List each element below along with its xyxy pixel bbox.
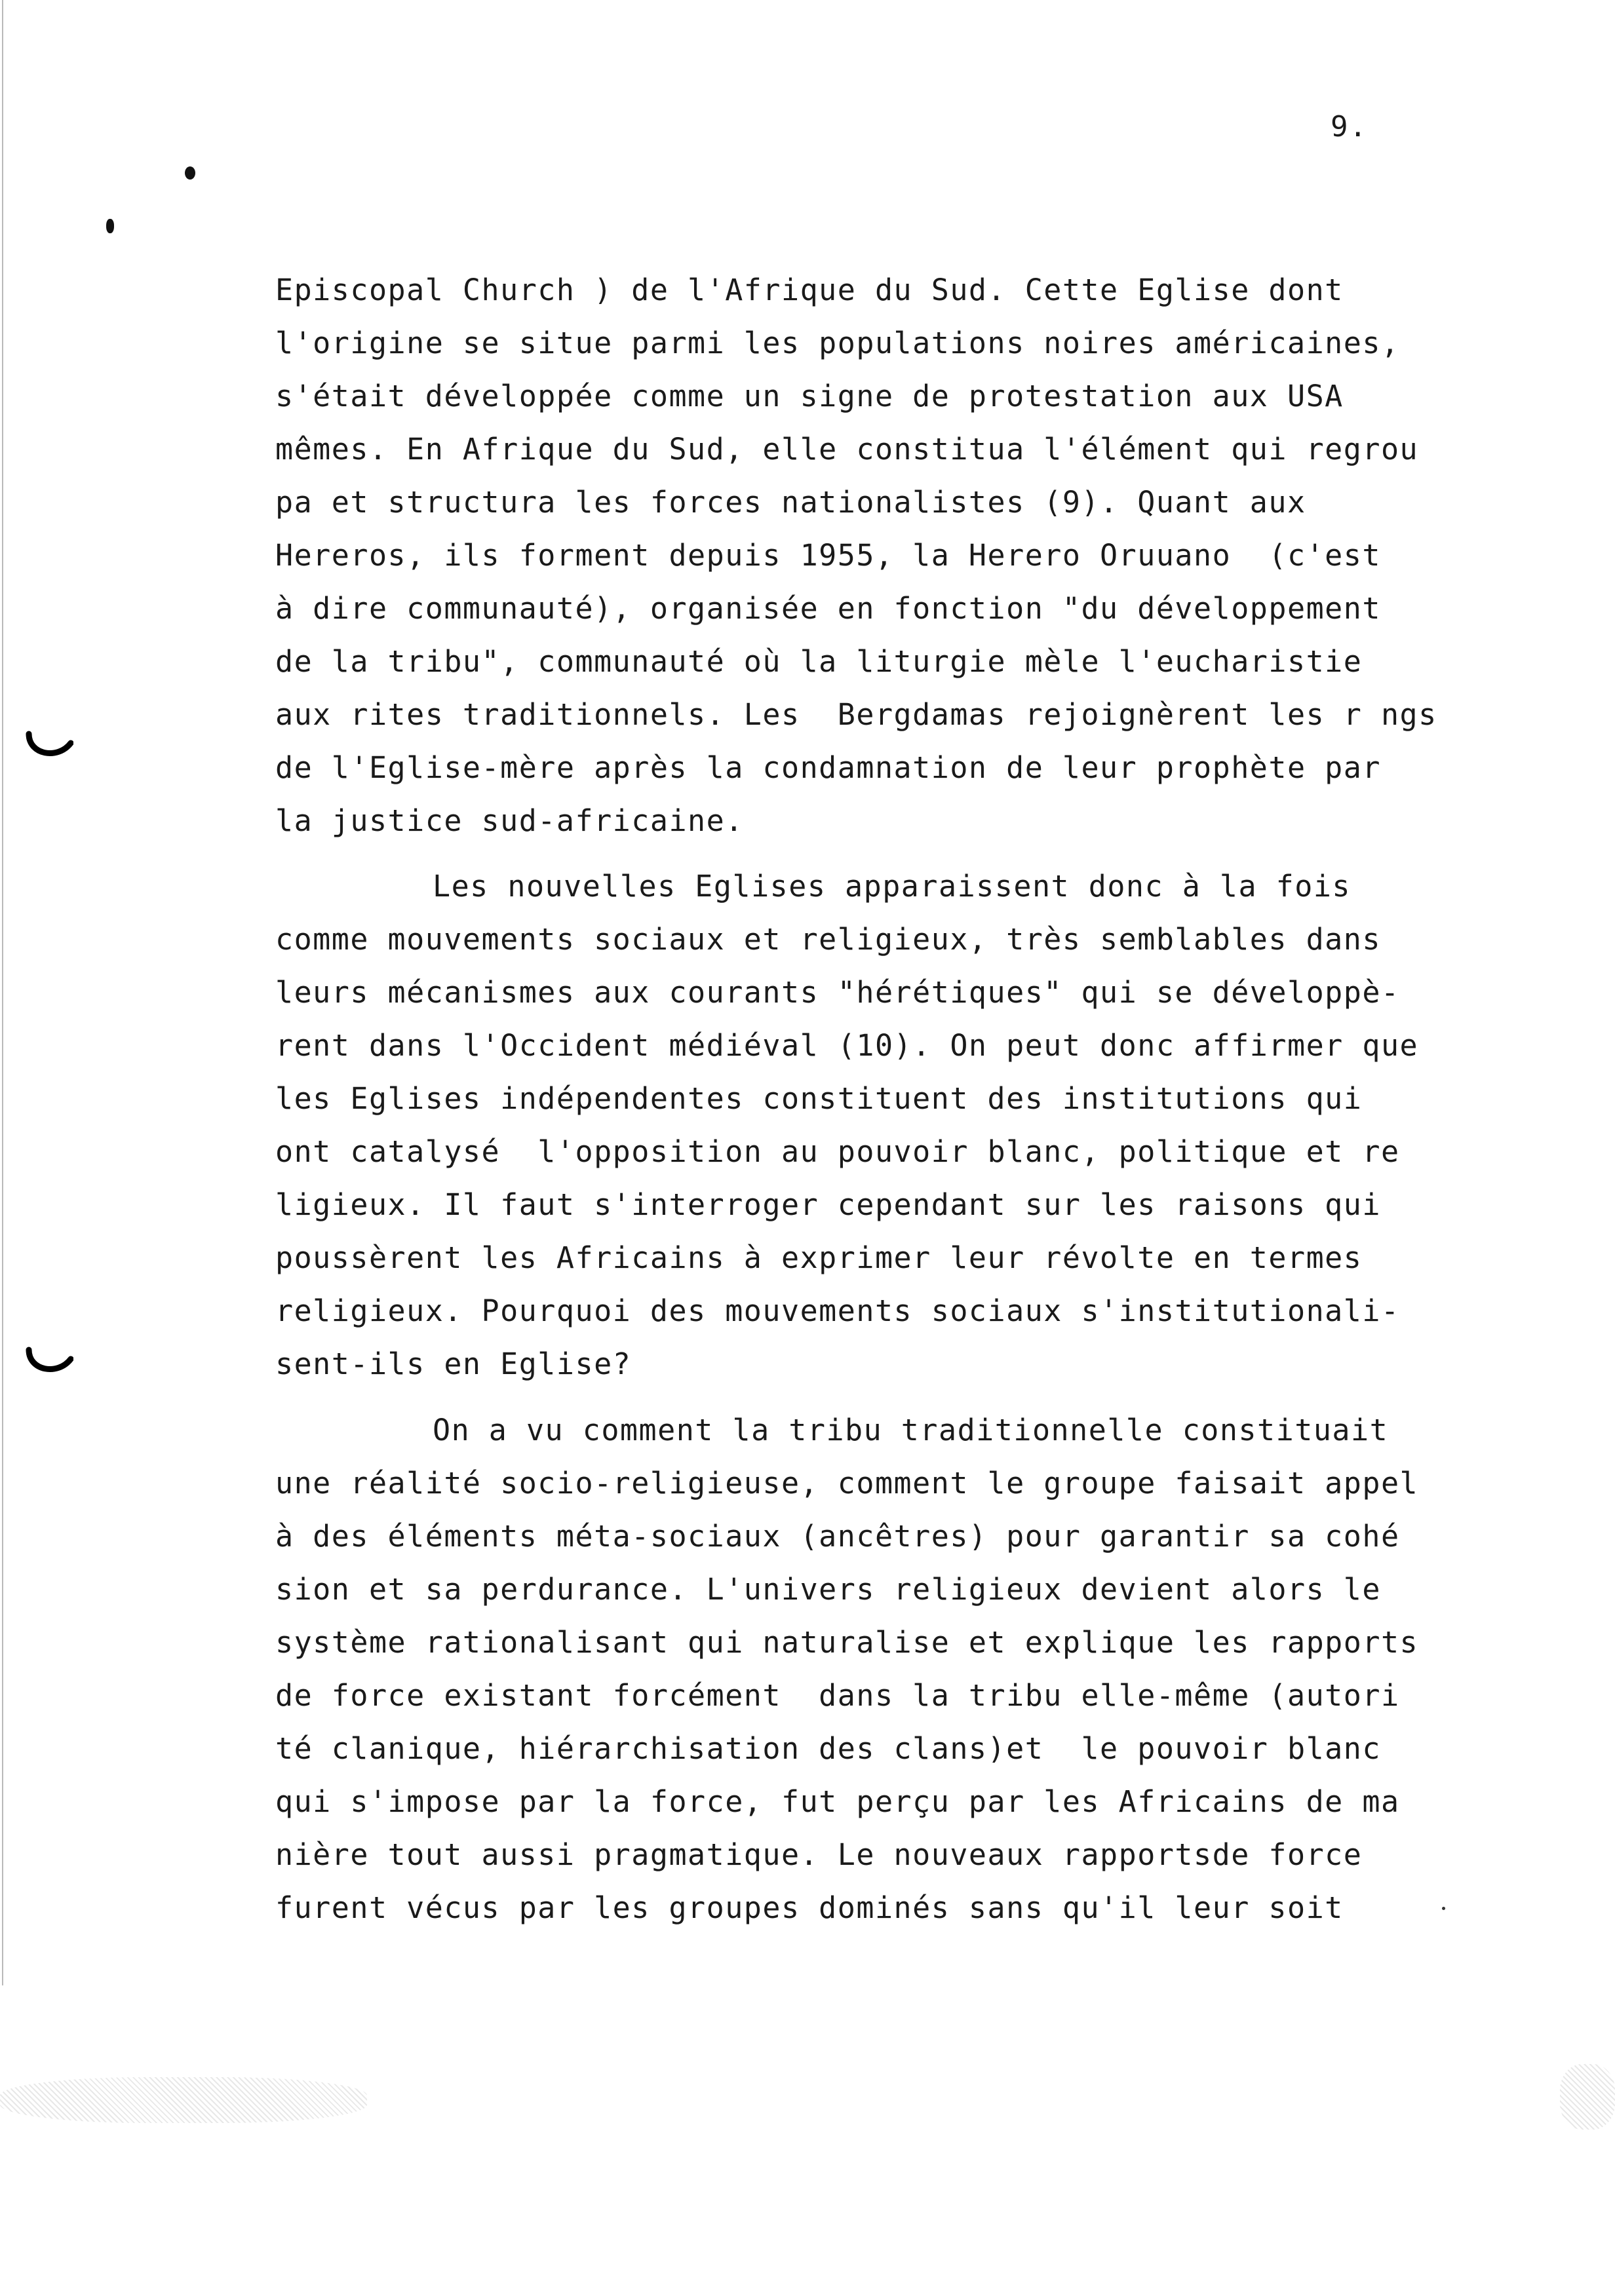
paragraph-start-line: On a vu comment la tribu traditionnelle constituait xyxy=(433,1413,1389,1447)
margin-check-mark-icon xyxy=(25,1345,73,1377)
page-number: 9. xyxy=(1331,110,1368,144)
text-line: de la tribu", communauté où la liturgie mèle l'eucharistie xyxy=(275,644,1363,679)
text-line: ont catalysé l'opposition au pouvoir blanc, politique et re xyxy=(275,1134,1400,1169)
text-line: comme mouvements sociaux et religieux, très semblables dans xyxy=(275,922,1381,957)
text-line: à des éléments méta-sociaux (ancêtres) pour garantir sa cohé xyxy=(275,1519,1400,1554)
text-line: rent dans l'Occident médiéval (10). On peut donc affirmer que xyxy=(275,1028,1419,1063)
text-line: s'était développée comme un signe de protestation aux USA xyxy=(275,379,1344,413)
text-line: té clanique, hiérarchisation des clans)et le pouvoir blanc xyxy=(275,1731,1381,1766)
scan-smudge xyxy=(0,2077,367,2123)
text-line: Episcopal Church ) de l'Afrique du Sud. Cette Eglise dont xyxy=(275,273,1344,307)
left-margin-rule xyxy=(2,0,3,1985)
text-line: nière tout aussi pragmatique. Le nouveaux rapportsde force xyxy=(275,1837,1363,1872)
text-line: poussèrent les Africains à exprimer leur révolte en termes xyxy=(275,1240,1363,1275)
text-line: ligieux. Il faut s'interroger cependant sur les raisons qui xyxy=(275,1187,1381,1222)
text-line: religieux. Pourquoi des mouvements sociaux s'institutionali- xyxy=(275,1293,1400,1328)
text-line: mêmes. En Afrique du Sud, elle constitua l'élément qui regrou xyxy=(275,432,1419,467)
text-line: sent-ils en Eglise? xyxy=(275,1347,632,1381)
text-line: à dire communauté), organisée en fonction "du développement xyxy=(275,591,1381,626)
ink-mark xyxy=(106,219,114,233)
paragraph-start-line: Les nouvelles Eglises apparaissent donc à la fois xyxy=(433,869,1352,904)
text-line: une réalité socio-religieuse, comment le groupe faisait appel xyxy=(275,1466,1419,1501)
ink-mark xyxy=(185,166,195,180)
text-line: la justice sud-africaine. xyxy=(275,803,744,838)
stray-dot xyxy=(1442,1907,1445,1910)
text-line: Hereros, ils forment depuis 1955, la Herero Oruuano (c'est xyxy=(275,538,1381,573)
scan-smudge xyxy=(1560,2064,1615,2130)
text-line: aux rites traditionnels. Les Bergdamas rejoignèrent les r ngs xyxy=(275,697,1437,732)
text-line: système rationalisant qui naturalise et explique les rapports xyxy=(275,1625,1419,1660)
text-line: les Eglises indépendentes constituent des institutions qui xyxy=(275,1081,1363,1116)
text-line: de l'Eglise-mère après la condamnation de leur prophète par xyxy=(275,750,1381,785)
margin-check-mark-icon xyxy=(25,729,73,761)
text-line: leurs mécanismes aux courants "hérétiques" qui se développè- xyxy=(275,975,1400,1010)
text-line: l'origine se situe parmi les populations noires américaines, xyxy=(275,326,1400,360)
text-line: sion et sa perdurance. L'univers religieux devient alors le xyxy=(275,1572,1381,1607)
text-line: qui s'impose par la force, fut perçu par les Africains de ma xyxy=(275,1784,1400,1819)
text-line: furent vécus par les groupes dominés sans qu'il leur soit xyxy=(275,1890,1344,1925)
text-line: de force existant forcément dans la tribu elle-même (autori xyxy=(275,1678,1400,1713)
text-line: pa et structura les forces nationalistes (9). Quant aux xyxy=(275,485,1306,520)
